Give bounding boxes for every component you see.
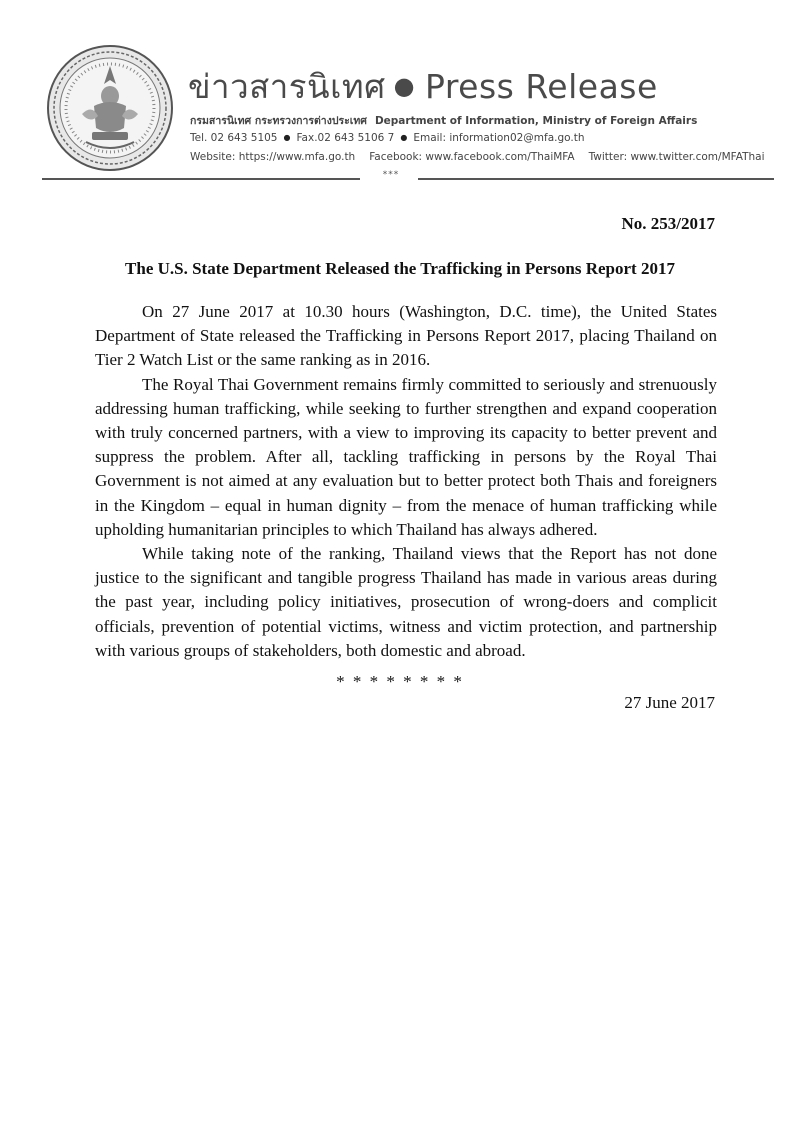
department-en: Department of Information, Ministry of Foreign Affairs bbox=[374, 115, 698, 127]
website-text: Website: https://www.mfa.go.th bbox=[190, 151, 356, 163]
bullet-icon: ● bbox=[283, 133, 291, 142]
bullet-icon: ● bbox=[393, 72, 416, 100]
header-rule-left bbox=[42, 178, 360, 180]
header-social-line bbox=[190, 150, 765, 164]
paragraph: On 27 June 2017 at 10.30 hours (Washington, D.C. time), the United States Department of State released the Trafficking in Persons Report 2017, placing Thailand on Tier 2 Watch List or the same ranking as in 2016. bbox=[95, 302, 717, 370]
fax-text: Fax.02 643 5106 7 bbox=[296, 132, 395, 144]
end-marker: * * * * * * * * bbox=[336, 672, 464, 691]
department-thai: กรมสารนิเทศ กระทรวงการต่างประเทศ bbox=[190, 115, 367, 127]
header-title-thai: ข่าวสารนิเทศ bbox=[188, 67, 386, 106]
document-date: 27 June 2017 bbox=[624, 693, 715, 712]
header-department bbox=[190, 114, 697, 128]
paragraph: The Royal Thai Government remains firmly committed to seriously and strenuously addressing human trafficking, while seeking to further strengthen and expand cooperation with truly concerned partners, with a view to improving its capacity to better prevent and suppress the problem. After all, tackling trafficking in persons by the Royal Thai Government is not aimed at any evaluation but to better protect both Thais and foreigners in the Kingdom – equal in human dignity – from the menace of human trafficking while upholding humanitarian principles to which Thailand has always adhered. bbox=[95, 374, 717, 539]
twitter-text: Twitter: www.twitter.com/MFAThai bbox=[588, 151, 765, 163]
header-title bbox=[188, 66, 658, 107]
ministry-seal-icon bbox=[46, 44, 174, 172]
facebook-text: Facebook: www.facebook.com/ThaiMFA bbox=[369, 151, 575, 163]
paragraph: While taking note of the ranking, Thailand views that the Report has not done justice to the significant and tangible progress Thailand has made in various areas during the past year, including policy initiatives, prosecution of wrong-doers and complicit officials, prevention of potential victims, witness and victim protection, and partnership with various groups of stakeholders, both domestic and abroad. bbox=[95, 544, 717, 660]
document-number: No. 253/2017 bbox=[621, 214, 715, 233]
email-text: Email: information02@mfa.go.th bbox=[413, 132, 585, 144]
document-body bbox=[95, 300, 717, 663]
header-contact-line bbox=[190, 131, 585, 145]
bullet-icon: ● bbox=[400, 133, 408, 142]
header-title-en: Press Release bbox=[425, 67, 658, 106]
tel-text: Tel. 02 643 5105 bbox=[190, 132, 278, 144]
header-divider-stars: *** bbox=[382, 170, 400, 180]
document-headline: The U.S. State Department Released the Trafficking in Persons Report 2017 bbox=[125, 259, 675, 278]
header-rule-right bbox=[418, 178, 774, 180]
